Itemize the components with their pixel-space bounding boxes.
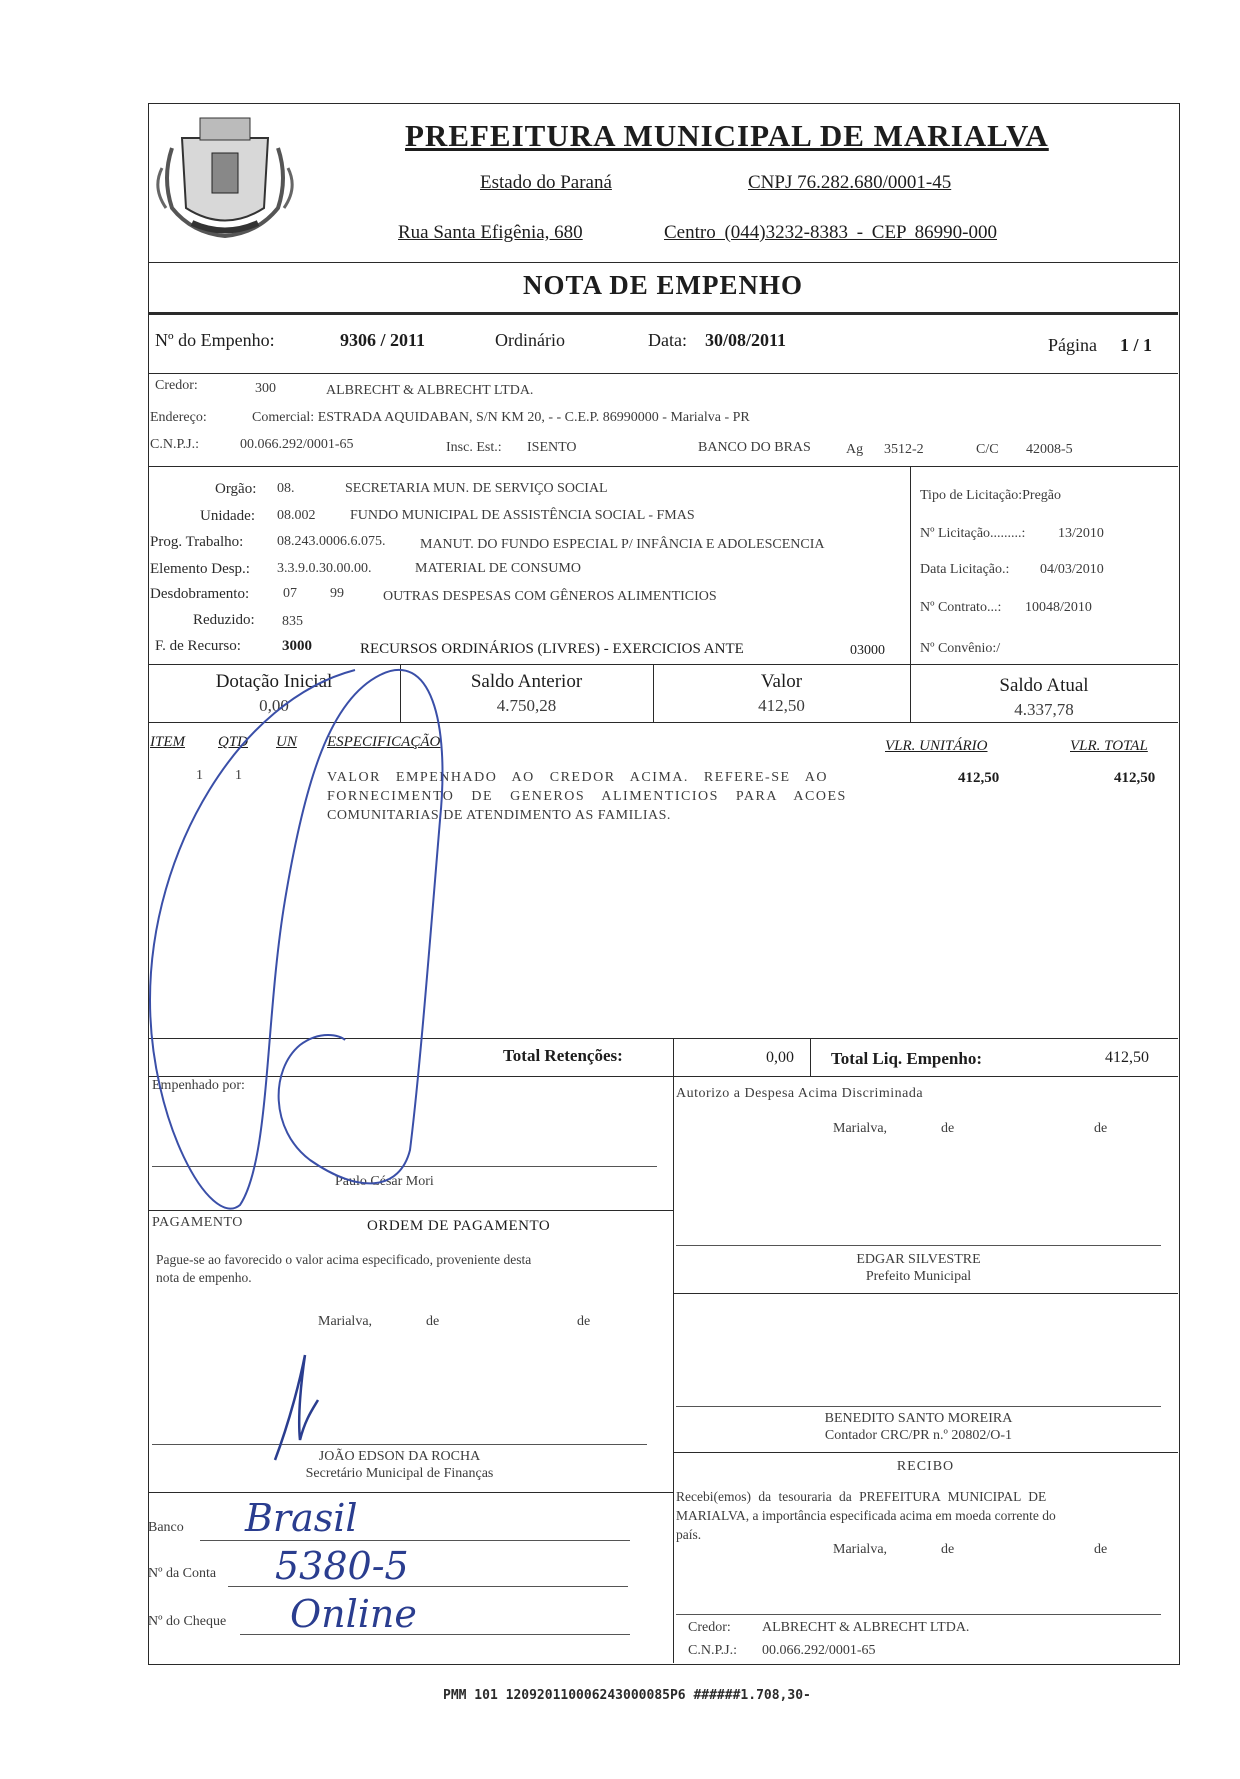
receipt-creditor-label: Credor:: [688, 1620, 731, 1635]
authorization-of-1: de: [941, 1121, 955, 1136]
finance-secretary-name: JOÃO EDSON DA ROCHA: [318, 1449, 481, 1464]
item-spec-line-2: FORNECIMENTO DE GENEROS ALIMENTICIOS PARA ACOES: [327, 789, 847, 804]
agreement-label: Nº Convênio:/: [920, 641, 1001, 656]
col-qty: QTD: [218, 734, 249, 750]
element-label: Elemento Desp.:: [150, 561, 250, 577]
program-code: 08.243.0006.6.075.: [277, 534, 386, 549]
state-registration-label: Insc. Est.:: [446, 440, 502, 455]
check-field-value: Online: [290, 1592, 417, 1636]
initial-allocation: 0,00: [259, 696, 289, 715]
bank-field-label: Banco: [148, 1520, 184, 1535]
creditor-label: Credor:: [155, 378, 198, 393]
creditor-address: Comercial: ESTRADA AQUIDABAN, S/N KM 20, - - C.E.P. 86990000 - Marialva - PR: [252, 410, 750, 425]
receipt-text-3: país.: [676, 1527, 702, 1542]
contract-number: 10048/2010: [1025, 600, 1092, 615]
bank-name: BANCO DO BRAS: [698, 440, 811, 455]
payment-text-2: nota de empenho.: [156, 1270, 252, 1285]
receipt-cnpj-label: C.N.P.J.:: [688, 1643, 738, 1658]
payment-order-title: ORDEM DE PAGAMENTO: [367, 1218, 551, 1234]
item-number: 1: [196, 768, 203, 783]
reduced-code: 835: [282, 614, 303, 629]
payment-of-1: de: [426, 1314, 440, 1329]
bidding-number-label: Nº Licitação.........:: [920, 526, 1026, 541]
col-total-value: VLR. TOTAL: [1070, 738, 1148, 754]
creditor-name: ALBRECHT & ALBRECHT LTDA.: [326, 383, 534, 398]
net-total-amount: 412,50: [1105, 1049, 1149, 1066]
withholdings-amount: 0,00: [766, 1049, 794, 1066]
creditor-code: 300: [255, 381, 276, 396]
item-quantity: 1: [235, 768, 242, 783]
receipt-cnpj: 00.066.292/0001-65: [762, 1643, 876, 1658]
address-label: Endereço:: [150, 410, 207, 425]
value-label: Valor: [760, 671, 803, 692]
authorization-city: Marialva,: [833, 1121, 888, 1136]
accountant-title: Contador CRC/PR n.º 20802/O-1: [824, 1428, 1013, 1443]
item-spec-line-1: VALOR EMPENHADO AO CREDOR ACIMA. REFERE-SE AO: [327, 770, 829, 785]
unfolding-code-1: 07: [283, 586, 297, 601]
withholdings-label: Total Retenções:: [503, 1046, 623, 1065]
document-title: NOTA DE EMPENHO: [522, 270, 804, 300]
resource-code-2: 03000: [850, 643, 885, 658]
reduced-label: Reduzido:: [193, 612, 255, 628]
agency-number: 3512-2: [884, 442, 924, 457]
program-label: Prog. Trabalho:: [150, 534, 244, 550]
resource-code: 3000: [282, 638, 312, 654]
receipt-of-1: de: [941, 1542, 955, 1557]
bidding-date-label: Data Licitação.:: [920, 562, 1010, 577]
initial-allocation-label: Dotação Inicial: [215, 671, 333, 692]
element-name: MATERIAL DE CONSUMO: [415, 561, 581, 576]
col-unit-value: VLR. UNITÁRIO: [885, 738, 988, 754]
organ-label: Orgão:: [215, 481, 257, 497]
empenho-date: 30/08/2011: [705, 330, 787, 350]
bidding-number: 13/2010: [1058, 526, 1104, 541]
organ-name: SECRETARIA MUN. DE SERVIÇO SOCIAL: [345, 481, 608, 496]
net-total-label: Total Liq. Empenho:: [831, 1049, 982, 1068]
agency-label: Ag: [846, 442, 864, 457]
unfolding-name: OUTRAS DESPESAS COM GÊNEROS ALIMENTICIOS: [383, 589, 717, 604]
accountant-name: BENEDITO SANTO MOREIRA: [824, 1411, 1013, 1426]
check-field-label: Nº do Cheque: [148, 1614, 227, 1629]
page-label: Página: [1048, 335, 1097, 355]
creditor-cnpj-label: C.N.P.J.:: [150, 437, 200, 452]
payment-text-1: Pague-se ao favorecido o valor acima especificado, proveniente desta: [156, 1252, 532, 1267]
bank-field-value: Brasil: [245, 1496, 358, 1540]
unit-code: 08.002: [277, 508, 316, 523]
account-field-label: Nº da Conta: [148, 1566, 217, 1581]
current-balance-label: Saldo Atual: [999, 675, 1089, 696]
committed-by-label: Empenhado por:: [152, 1078, 245, 1093]
resource-label: F. de Recurso:: [155, 638, 241, 654]
element-code: 3.3.9.0.30.00.00.: [277, 561, 372, 576]
mayor-title: Prefeito Municipal: [865, 1269, 972, 1284]
value-amount: 412,50: [758, 696, 805, 715]
organ-code: 08.: [277, 481, 295, 496]
receipt-text-1: Recebi(emos) da tesouraria da PREFEITURA MUNICIPAL DE: [676, 1489, 1047, 1504]
col-specification: ESPECIFICAÇÃO: [327, 734, 441, 750]
account-number: 42008-5: [1026, 442, 1073, 457]
unfolding-label: Desdobramento:: [150, 586, 250, 602]
contract-label: Nº Contrato...:: [920, 600, 1002, 615]
receipt-city: Marialva,: [833, 1542, 888, 1557]
col-item: ITEM: [150, 734, 185, 750]
district-phone-cep: Centro (044)3232-8383 - CEP 86990-000: [664, 222, 997, 243]
municipality-cnpj: CNPJ 76.282.680/0001-45: [748, 172, 952, 193]
col-unit: UN: [276, 734, 297, 750]
item-spec-line-3: COMUNITARIAS DE ATENDIMENTO AS FAMILIAS.: [327, 808, 671, 823]
payment-of-2: de: [577, 1314, 591, 1329]
empenho-type: Ordinário: [495, 330, 565, 350]
program-name: MANUT. DO FUNDO ESPECIAL P/ INFÂNCIA E ADOLESCENCIA: [420, 537, 825, 552]
authorization-of-2: de: [1094, 1121, 1108, 1136]
previous-balance: 4.750,28: [496, 696, 557, 715]
payment-city: Marialva,: [318, 1314, 373, 1329]
committed-by-name: Paulo César Mori: [335, 1174, 434, 1189]
finance-secretary-title: Secretário Municipal de Finanças: [305, 1466, 494, 1481]
bidding-date: 04/03/2010: [1040, 562, 1104, 577]
item-unit-value: 412,50: [958, 770, 1000, 786]
payment-label: PAGAMENTO: [152, 1215, 243, 1230]
item-total-value: 412,50: [1114, 770, 1156, 786]
bidding-type: Tipo de Licitação:Pregão: [920, 488, 1062, 503]
receipt-title: RECIBO: [896, 1459, 955, 1474]
receipt-creditor: ALBRECHT & ALBRECHT LTDA.: [762, 1620, 970, 1635]
unfolding-code-2: 99: [330, 586, 344, 601]
state-name: Estado do Paraná: [480, 172, 612, 193]
account-field-value: 5380-5: [275, 1544, 409, 1588]
mayor-name: EDGAR SILVESTRE: [856, 1252, 981, 1267]
receipt-text-2: MARIALVA, a importância especificada acima em moeda corrente do: [676, 1508, 1056, 1523]
municipality-title: PREFEITURA MUNICIPAL DE MARIALVA: [405, 118, 1049, 153]
receipt-of-2: de: [1094, 1542, 1108, 1557]
empenho-number: 9306 / 2011: [340, 330, 426, 350]
account-label: C/C: [976, 442, 999, 457]
resource-name: RECURSOS ORDINÁRIOS (LIVRES) - EXERCICIOS ANTE: [360, 641, 744, 657]
footer-code: PMM 101 120920110006243000085P6 ######1.708,30-: [443, 1688, 811, 1703]
unit-name: FUNDO MUNICIPAL DE ASSISTÊNCIA SOCIAL - FMAS: [350, 508, 695, 523]
empenho-number-label: Nº do Empenho:: [155, 330, 275, 350]
page-number: 1 / 1: [1120, 335, 1153, 355]
empenho-date-label: Data:: [648, 330, 687, 350]
unit-label: Unidade:: [200, 508, 255, 524]
current-balance: 4.337,78: [1014, 700, 1074, 719]
state-registration: ISENTO: [527, 440, 577, 455]
street-address: Rua Santa Efigênia, 680: [398, 222, 583, 243]
creditor-cnpj: 00.066.292/0001-65: [240, 437, 354, 452]
previous-balance-label: Saldo Anterior: [470, 671, 583, 692]
authorization-text: Autorizo a Despesa Acima Discriminada: [676, 1086, 924, 1101]
